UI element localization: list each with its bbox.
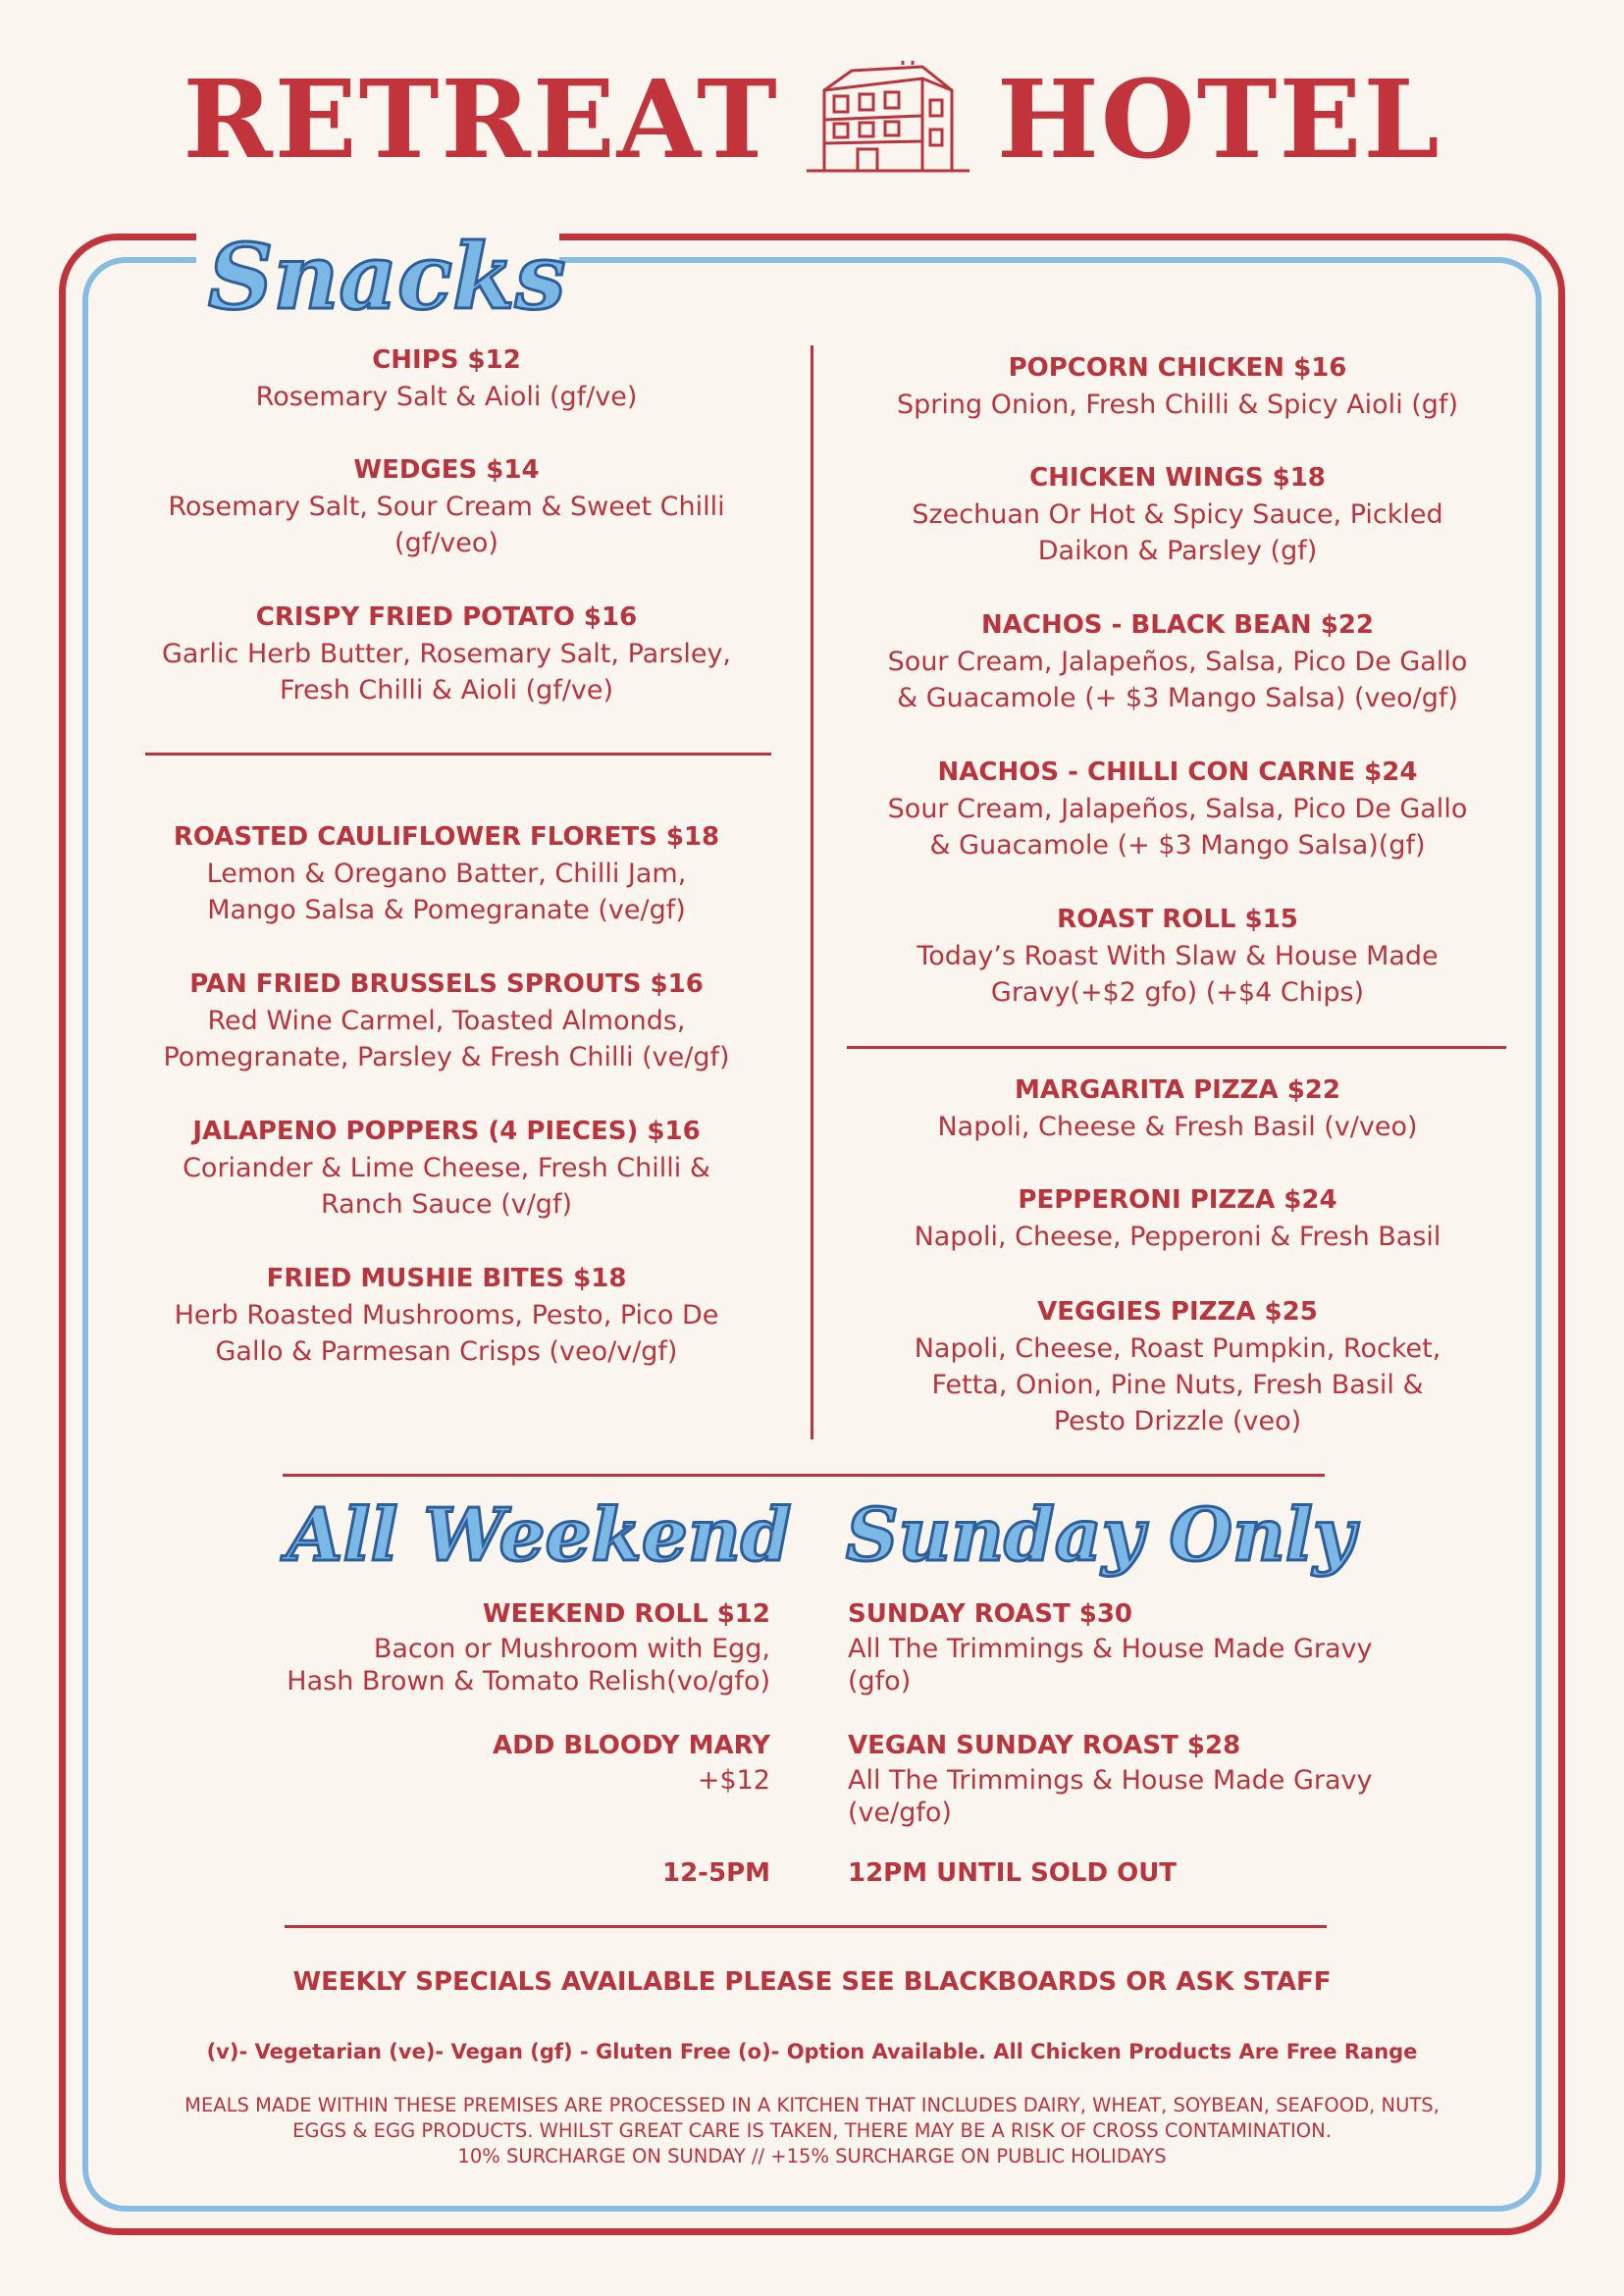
disclaimer-line: 10% SURCHARGE ON SUNDAY // +15% SURCHARGE ON PUBLIC HOLIDAYS [457, 2145, 1167, 2167]
disclaimer-line: MEALS MADE WITHIN THESE PREMISES ARE PROCESSED IN A KITCHEN THAT INCLUDES DAIRY, WHEAT, SOYBEAN, SEAFOOD, NUTS, [184, 2094, 1440, 2116]
item-name: CHIPS $12 [372, 345, 521, 375]
item-desc: All The Trimmings & House Made Gravy [848, 1765, 1373, 1796]
weekend-item [221, 1727, 770, 1797]
section-divider [847, 1046, 1506, 1049]
dietary-legend: (v)- Vegetarian (ve)- Vegan (gf) - Gluten Free (o)- Option Available. All Chicken Products Are Free Range [206, 2040, 1418, 2063]
section-divider [145, 753, 771, 756]
sunday-only-heading: Sunday Only [846, 1493, 1355, 1578]
item-desc: Sour Cream, Jalapeños, Salsa, Pico De Gallo [887, 647, 1468, 677]
item-desc: Ranch Sauce (v/gf) [321, 1189, 572, 1220]
item-name: CHICKEN WINGS $18 [1029, 463, 1326, 493]
all-weekend-heading: All Weekend [287, 1493, 792, 1578]
menu-item [137, 965, 756, 1075]
item-desc: Sour Cream, Jalapeños, Salsa, Pico De Gallo [887, 794, 1468, 824]
item-desc: Pesto Drizzle (veo) [1053, 1406, 1302, 1436]
item-desc: Red Wine Carmel, Toasted Almonds, [207, 1006, 686, 1036]
brand-right: HOTEL [996, 56, 1441, 183]
item-desc: & Guacamole (+ $3 Mango Salsa)(gf) [929, 830, 1426, 861]
menu-item [137, 599, 756, 708]
snacks-left-column [137, 341, 756, 1450]
menu-item [864, 901, 1492, 1011]
item-name: POPCORN CHICKEN $16 [1008, 353, 1347, 383]
item-desc: Lemon & Oregano Batter, Chilli Jam, [206, 859, 687, 889]
menu-item [864, 1181, 1492, 1255]
item-desc: Gravy(+$2 gfo) (+$4 Chips) [990, 977, 1365, 1008]
item-name: WEEKEND ROLL $12 [482, 1599, 770, 1629]
menu-item [864, 1071, 1492, 1145]
item-desc: Today’s Roast With Slaw & House Made [917, 941, 1439, 971]
lower-top-divider [283, 1474, 1325, 1477]
hotel-building-icon [805, 61, 971, 179]
item-name: JALAPENO POPPERS (4 PIECES) $16 [192, 1117, 701, 1146]
item-name: NACHOS - BLACK BEAN $22 [980, 610, 1375, 640]
item-desc: Pomegranate, Parsley & Fresh Chilli (ve/gf) [163, 1042, 730, 1072]
footer-divider [285, 1925, 1327, 1928]
item-desc: Herb Roasted Mushrooms, Pesto, Pico De [174, 1300, 719, 1331]
item-name: MARGARITA PIZZA $22 [1015, 1075, 1340, 1105]
column-divider [811, 345, 813, 1439]
disclaimer-line: EGGS & EGG PRODUCTS. WHILST GREAT CARE IS TAKEN, THERE MAY BE A RISK OF CROSS CONTAMINATION. [292, 2119, 1332, 2142]
allergen-disclaimer [128, 2093, 1496, 2169]
menu-item [864, 1293, 1492, 1439]
item-desc: Gallo & Parmesan Crisps (veo/v/gf) [215, 1336, 678, 1367]
weekly-specials-note: WEEKLY SPECIALS AVAILABLE PLEASE SEE BLACKBOARDS OR ASK STAFF [292, 1967, 1332, 1997]
item-desc: Szechuan Or Hot & Spicy Sauce, Pickled [912, 499, 1443, 530]
item-desc: Hash Brown & Tomato Relish(vo/gfo) [287, 1666, 770, 1696]
item-desc: Napoli, Cheese, Pepperoni & Fresh Basil [914, 1222, 1441, 1252]
menu-item [137, 341, 756, 415]
hours-label: 12PM UNTIL SOLD OUT [848, 1858, 1178, 1888]
item-desc: (gf/veo) [394, 528, 498, 558]
menu-item [864, 754, 1492, 863]
item-name: NACHOS - CHILLI CON CARNE $24 [937, 757, 1418, 787]
item-name: ROAST ROLL $15 [1057, 905, 1298, 934]
item-name: PEPPERONI PIZZA $24 [1018, 1185, 1337, 1215]
item-desc: Spring Onion, Fresh Chilli & Spicy Aioli (gf) [897, 390, 1458, 420]
item-desc: +$12 [697, 1765, 770, 1796]
item-desc: & Guacamole (+ $3 Mango Salsa) (veo/gf) [897, 683, 1458, 713]
item-desc: Napoli, Cheese & Fresh Basil (v/veo) [937, 1112, 1418, 1142]
item-desc: Fresh Chilli & Aioli (gf/ve) [279, 675, 614, 705]
menu-item [137, 451, 756, 561]
snacks-right-column [864, 349, 1492, 1448]
sunday-hours [848, 1854, 1397, 1892]
weekend-item [221, 1595, 770, 1697]
item-desc: Rosemary Salt & Aioli (gf/ve) [255, 382, 638, 412]
item-desc: Bacon or Mushroom with Egg, [373, 1634, 770, 1664]
menu-item [137, 818, 756, 928]
menu-item [864, 606, 1492, 716]
item-desc: Napoli, Cheese, Roast Pumpkin, Rocket, [914, 1333, 1441, 1364]
item-desc: (ve/gfo) [848, 1798, 952, 1828]
menu-item [137, 1260, 756, 1370]
item-name: WEDGES $14 [353, 455, 540, 485]
item-desc: (gfo) [848, 1666, 912, 1696]
snacks-heading: Snacks [208, 224, 566, 330]
hours-label: 12-5PM [662, 1858, 770, 1888]
item-desc: Mango Salsa & Pomegranate (ve/gf) [207, 895, 686, 925]
item-name: VEGAN SUNDAY ROAST $28 [848, 1731, 1241, 1760]
item-name: ADD BLOODY MARY [493, 1731, 770, 1760]
item-desc: Rosemary Salt, Sour Cream & Sweet Chilli [168, 492, 725, 522]
item-desc: Fetta, Onion, Pine Nuts, Fresh Basil & [931, 1370, 1424, 1400]
menu-item [864, 459, 1492, 569]
item-desc: All The Trimmings & House Made Gravy [848, 1634, 1373, 1664]
item-name: PAN FRIED BRUSSELS SPROUTS $16 [189, 969, 704, 999]
weekend-hours [221, 1854, 770, 1892]
brand-left: RETREAT [183, 56, 779, 183]
item-desc: Daikon & Parsley (gf) [1037, 536, 1318, 566]
menu-item [864, 349, 1492, 423]
menu-item [137, 1113, 756, 1223]
item-desc: Garlic Herb Butter, Rosemary Salt, Parsley, [161, 639, 732, 669]
sunday-item [848, 1727, 1397, 1829]
item-name: ROASTED CAULIFLOWER FLORETS $18 [173, 822, 720, 852]
item-name: FRIED MUSHIE BITES $18 [266, 1264, 627, 1293]
item-desc: Coriander & Lime Cheese, Fresh Chilli & [183, 1153, 710, 1183]
item-name: VEGGIES PIZZA $25 [1037, 1297, 1318, 1327]
item-name: SUNDAY ROAST $30 [848, 1599, 1133, 1629]
item-name: CRISPY FRIED POTATO $16 [255, 602, 638, 632]
sunday-item [848, 1595, 1397, 1697]
header [0, 56, 1624, 183]
